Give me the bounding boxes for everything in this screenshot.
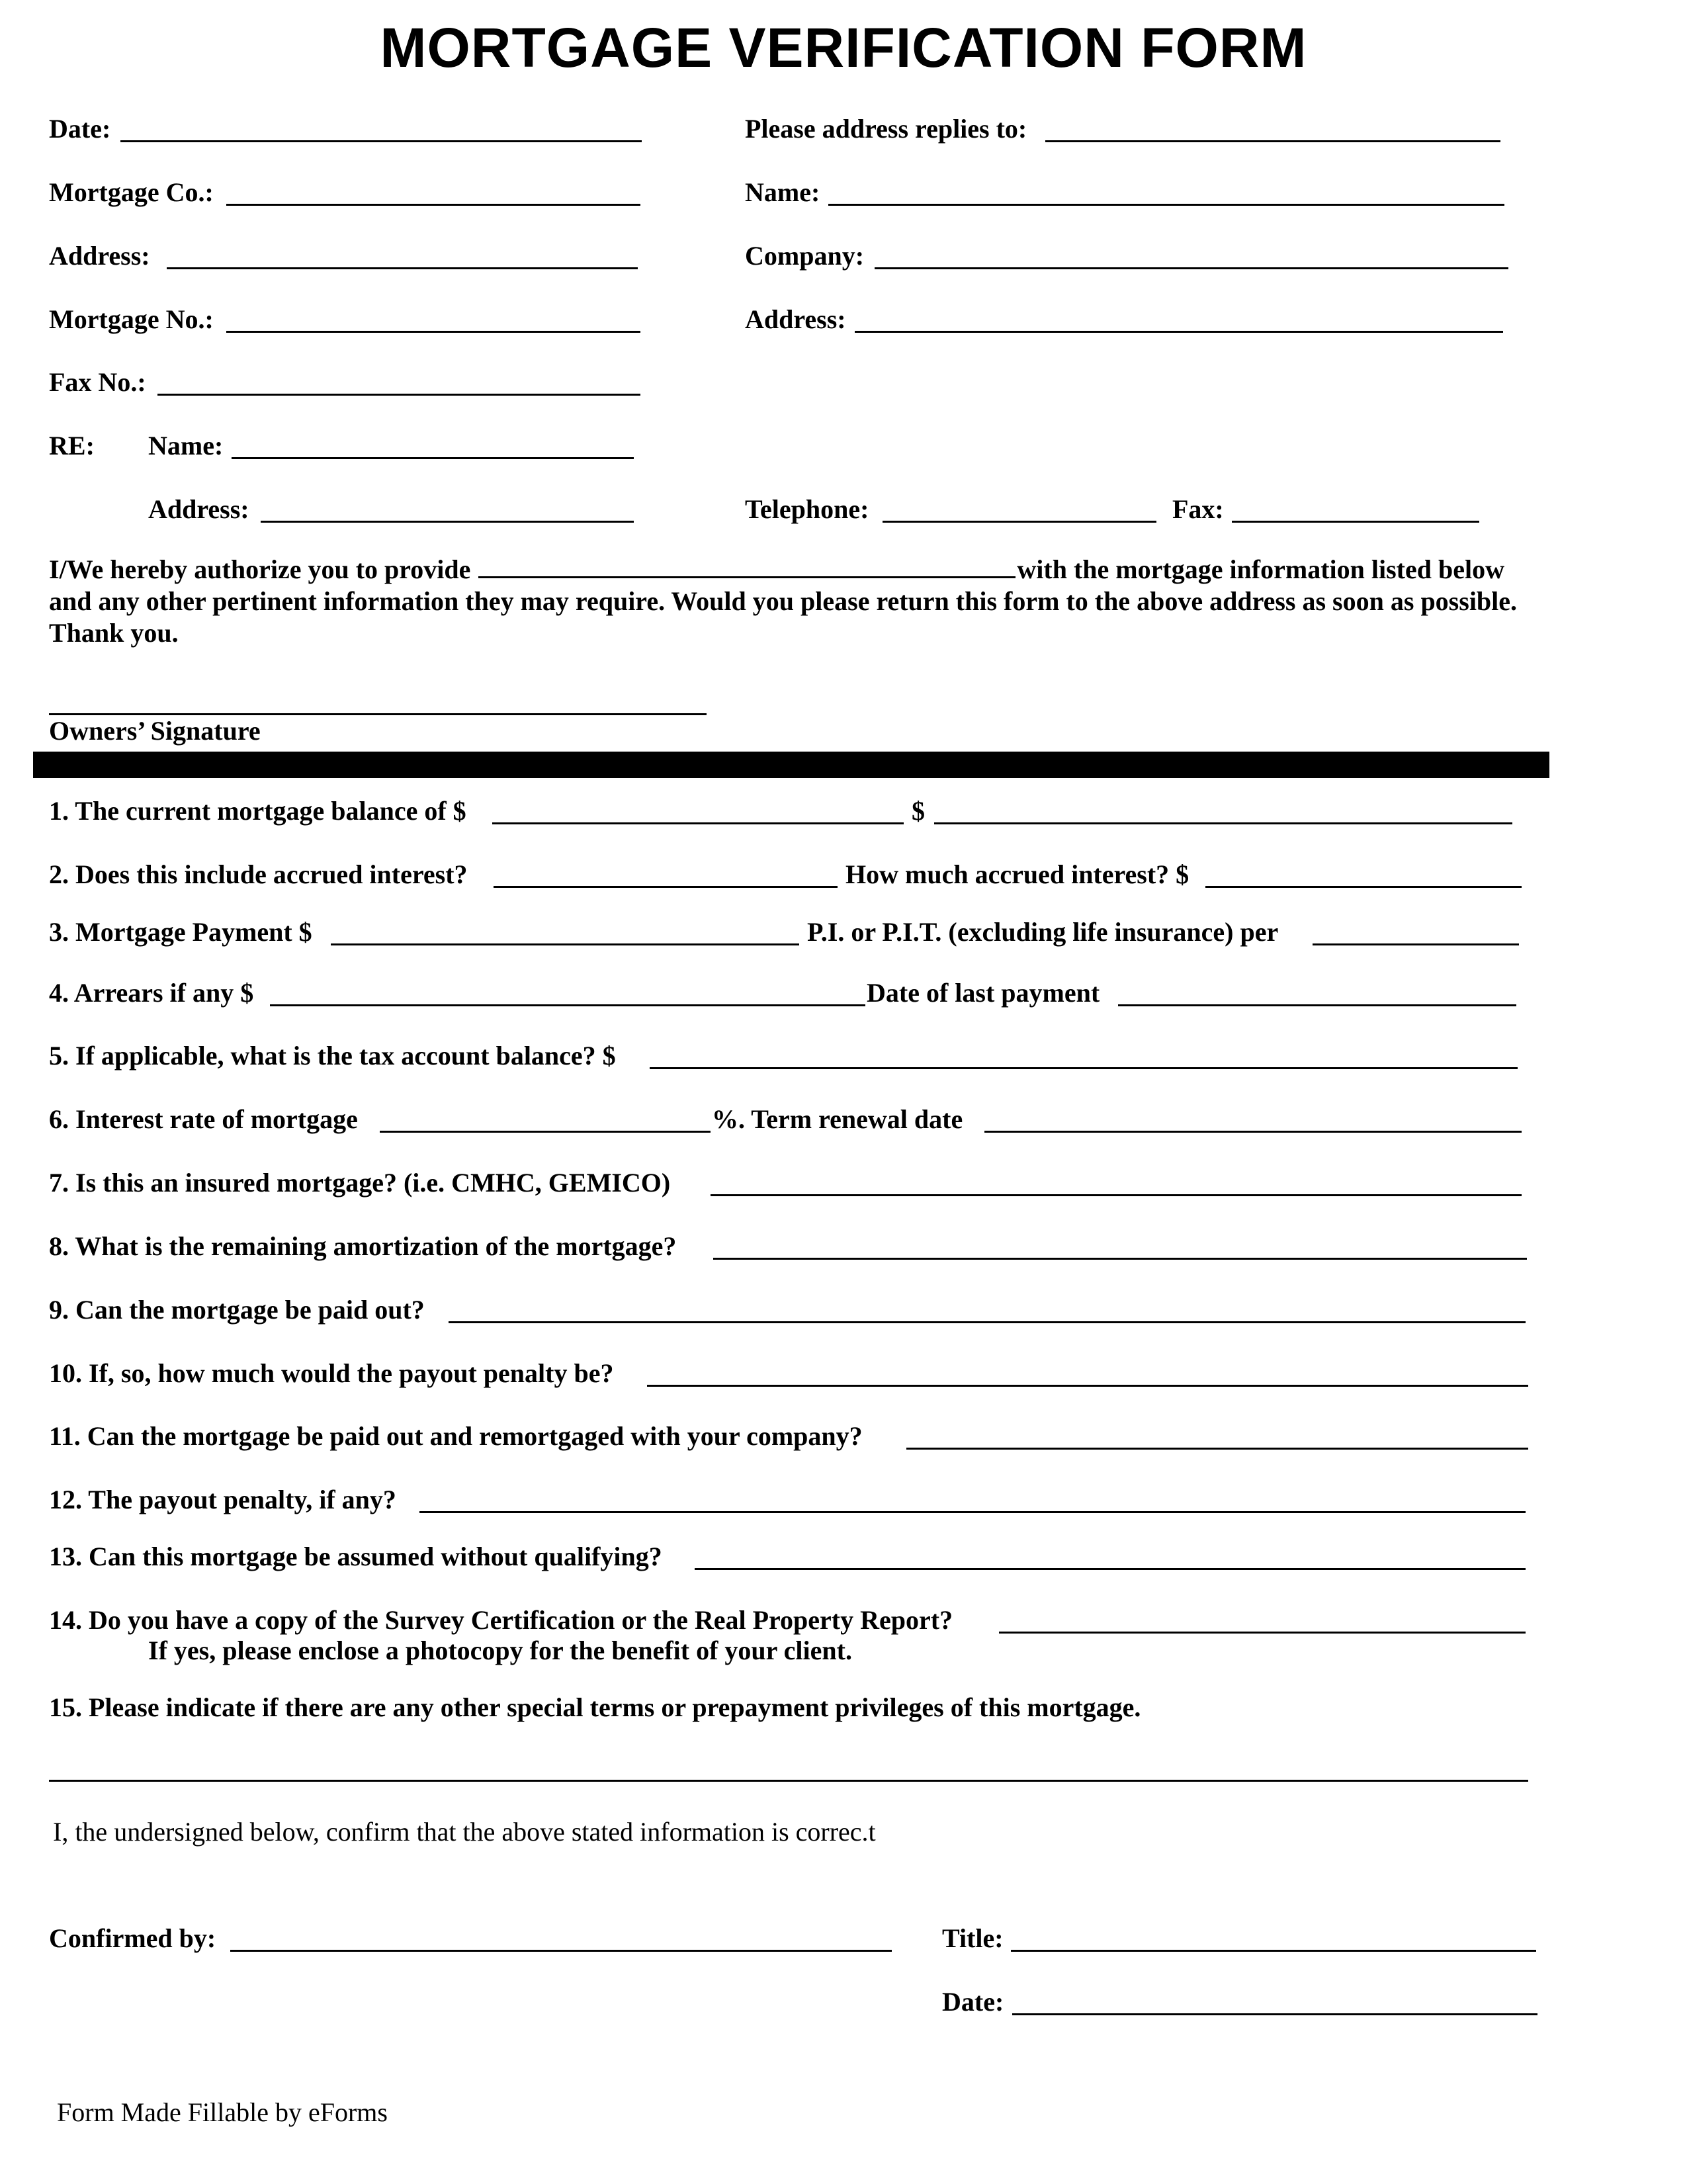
mortgage-no-line bbox=[226, 331, 640, 333]
date-field[interactable] bbox=[120, 114, 647, 139]
q1-field-a[interactable] bbox=[492, 796, 909, 821]
fax-no-line bbox=[157, 394, 640, 396]
owners-signature-label: Owners’ Signature bbox=[49, 716, 261, 746]
q2-field-b[interactable] bbox=[1205, 859, 1527, 885]
reply-name-label: Name: bbox=[745, 177, 820, 207]
fax-no-label: Fax No.: bbox=[49, 367, 146, 397]
q6-line-b bbox=[984, 1131, 1522, 1133]
date-line bbox=[120, 140, 642, 142]
q2-line-b bbox=[1205, 886, 1522, 888]
q15-label: 15. Please indicate if there are any other special terms or prepayment privileges of this mortgage. bbox=[49, 1692, 1141, 1722]
telephone-label: Telephone: bbox=[745, 494, 869, 524]
confirmed-by-line bbox=[230, 1950, 892, 1952]
owners-signature-line[interactable] bbox=[49, 713, 707, 715]
telephone-line bbox=[883, 521, 1156, 523]
replies-to-line bbox=[1045, 140, 1500, 142]
re-address-field[interactable] bbox=[261, 494, 639, 519]
q8-line bbox=[713, 1258, 1527, 1260]
q6-field-b[interactable] bbox=[984, 1104, 1527, 1129]
re-name-field[interactable] bbox=[232, 431, 639, 456]
q9-field[interactable] bbox=[449, 1295, 1531, 1320]
q7-field[interactable] bbox=[711, 1168, 1527, 1193]
q11-field[interactable] bbox=[906, 1421, 1534, 1446]
q8-label: 8. What is the remaining amortization of the mortgage? bbox=[49, 1231, 677, 1261]
address-line bbox=[167, 267, 638, 269]
re-address-label: Address: bbox=[148, 494, 249, 524]
q6-field-a[interactable] bbox=[380, 1104, 716, 1129]
q12-field[interactable] bbox=[419, 1485, 1531, 1510]
q14-label: 14. Do you have a copy of the Survey Certification or the Real Property Report? bbox=[49, 1605, 953, 1635]
q10-field[interactable] bbox=[647, 1358, 1534, 1383]
q1-label: 1. The current mortgage balance of $ bbox=[49, 796, 466, 826]
section-divider-bar bbox=[33, 752, 1549, 778]
reply-company-line bbox=[875, 267, 1508, 269]
q13-label: 13. Can this mortgage be assumed without qualifying? bbox=[49, 1542, 662, 1571]
q2-field-a[interactable] bbox=[494, 859, 843, 885]
re-name-label: Name: bbox=[148, 431, 224, 460]
q5-line bbox=[650, 1067, 1518, 1069]
mortgage-co-field[interactable] bbox=[226, 177, 646, 202]
mortgage-co-label: Mortgage Co.: bbox=[49, 177, 214, 207]
reply-name-line bbox=[828, 204, 1504, 206]
q5-label: 5. If applicable, what is the tax account balance? $ bbox=[49, 1041, 616, 1070]
date-label: Date: bbox=[49, 114, 111, 144]
replies-to-label: Please address replies to: bbox=[745, 114, 1027, 144]
fax-label: Fax: bbox=[1172, 494, 1224, 524]
q8-field[interactable] bbox=[713, 1231, 1532, 1256]
replies-to-field[interactable] bbox=[1045, 114, 1506, 139]
q3-pit-label: P.I. or P.I.T. (excluding life insurance) per bbox=[807, 917, 1279, 947]
mortgage-co-line bbox=[226, 204, 640, 206]
address-label: Address: bbox=[49, 241, 150, 271]
title-line bbox=[1011, 1950, 1536, 1952]
mortgage-no-label: Mortgage No.: bbox=[49, 304, 214, 334]
fax-field[interactable] bbox=[1232, 494, 1485, 519]
q10-line bbox=[647, 1385, 1528, 1387]
reply-address-label: Address: bbox=[745, 304, 846, 334]
q6-renewal-label: %. Term renewal date bbox=[712, 1104, 963, 1134]
authorize-provider-line[interactable] bbox=[478, 556, 1016, 578]
q13-line bbox=[695, 1568, 1526, 1570]
q5-field[interactable] bbox=[650, 1041, 1523, 1066]
q14-line bbox=[999, 1632, 1526, 1634]
title-label: Title: bbox=[942, 1923, 1004, 1953]
q3-field-a[interactable] bbox=[331, 917, 804, 942]
mortgage-no-field[interactable] bbox=[226, 304, 646, 329]
authorization-paragraph bbox=[49, 554, 1531, 649]
q7-line bbox=[711, 1194, 1522, 1196]
q14-field[interactable] bbox=[999, 1605, 1531, 1630]
q1-field-b[interactable] bbox=[934, 796, 1518, 821]
q1-line-a bbox=[492, 822, 904, 824]
q2-line-a bbox=[494, 886, 838, 888]
fax-line bbox=[1232, 521, 1479, 523]
page-title: MORTGAGE VERIFICATION FORM bbox=[380, 17, 1307, 79]
telephone-field[interactable] bbox=[883, 494, 1162, 519]
q2-accrued-label: How much accrued interest? $ bbox=[845, 859, 1190, 889]
confirmed-by-label: Confirmed by: bbox=[49, 1923, 216, 1953]
q12-label: 12. The payout penalty, if any? bbox=[49, 1485, 396, 1514]
q6-label: 6. Interest rate of mortgage bbox=[49, 1104, 358, 1134]
q3-field-b[interactable] bbox=[1313, 917, 1524, 942]
q15-line bbox=[49, 1780, 1528, 1782]
authorization-text-2: with the mortgage information listed below and any other pertinent information they may require. Would you please return this form to the above address as soon as possible. Thank you. bbox=[49, 554, 1518, 648]
q4-last-payment-label: Date of last payment bbox=[867, 978, 1100, 1008]
q1-dollar-label: $ bbox=[912, 796, 925, 826]
q15-field[interactable] bbox=[49, 1753, 1534, 1778]
reply-company-label: Company: bbox=[745, 241, 865, 271]
q11-line bbox=[906, 1448, 1528, 1450]
confirmed-by-field[interactable] bbox=[230, 1923, 897, 1948]
q9-line bbox=[449, 1321, 1526, 1323]
q7-label: 7. Is this an insured mortgage? (i.e. CMHC, GEMICO) bbox=[49, 1168, 671, 1198]
re-address-line bbox=[261, 521, 634, 523]
q3-label: 3. Mortgage Payment $ bbox=[49, 917, 312, 947]
address-field[interactable] bbox=[167, 241, 643, 266]
fax-no-field[interactable] bbox=[157, 367, 646, 392]
confirmation-statement: I, the undersigned below, confirm that the above stated information is correc.t bbox=[53, 1817, 876, 1847]
q4-label: 4. Arrears if any $ bbox=[49, 978, 254, 1008]
q6-line-a bbox=[380, 1131, 711, 1133]
q14-note: If yes, please enclose a photocopy for the benefit of your client. bbox=[148, 1636, 852, 1665]
q13-field[interactable] bbox=[695, 1542, 1531, 1567]
q11-label: 11. Can the mortgage be paid out and remortgaged with your company? bbox=[49, 1421, 863, 1451]
footer-credit: Form Made Fillable by eForms bbox=[57, 2097, 388, 2127]
re-label: RE: bbox=[49, 431, 95, 460]
reply-name-field[interactable] bbox=[828, 177, 1510, 202]
q12-line bbox=[419, 1511, 1526, 1513]
q4-field-b[interactable] bbox=[1118, 978, 1522, 1003]
q4-field-a[interactable] bbox=[270, 978, 871, 1003]
authorization-text-1: I/We hereby authorize you to provide bbox=[49, 554, 471, 584]
q3-line-a bbox=[331, 943, 799, 945]
q2-label: 2. Does this include accrued interest? bbox=[49, 859, 468, 889]
re-name-line bbox=[232, 457, 634, 459]
q9-label: 9. Can the mortgage be paid out? bbox=[49, 1295, 425, 1325]
reply-address-field[interactable] bbox=[855, 304, 1508, 329]
title-field[interactable] bbox=[1011, 1923, 1541, 1948]
reply-company-field[interactable] bbox=[875, 241, 1514, 266]
signoff-date-field[interactable] bbox=[1012, 1987, 1543, 2012]
q1-line-b bbox=[934, 822, 1512, 824]
signoff-date-line bbox=[1012, 2013, 1537, 2015]
q3-line-b bbox=[1313, 943, 1519, 945]
q4-line-b bbox=[1118, 1004, 1516, 1006]
signoff-date-label: Date: bbox=[942, 1987, 1004, 2017]
q4-line-a bbox=[270, 1004, 865, 1006]
q10-label: 10. If, so, how much would the payout penalty be? bbox=[49, 1358, 614, 1388]
reply-address-line bbox=[855, 331, 1503, 333]
